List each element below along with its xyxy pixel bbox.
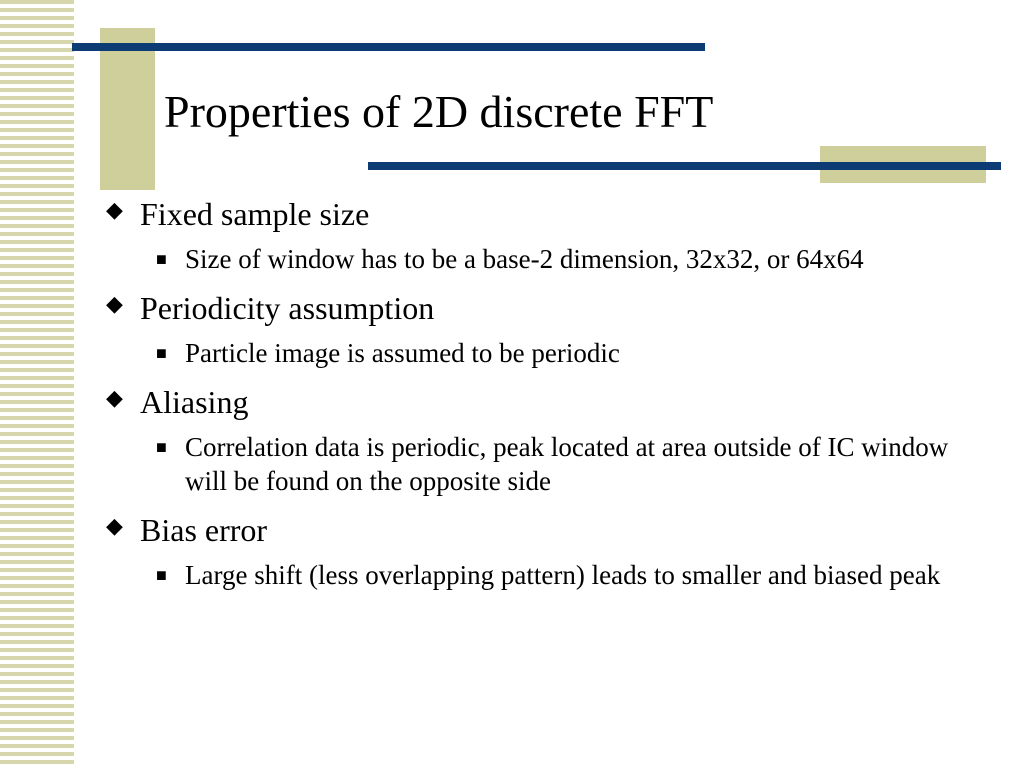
decorative-stripes <box>0 0 74 768</box>
bullet-item <box>106 510 986 550</box>
square-bullet-icon: ■ <box>156 249 167 269</box>
sub-bullet-text: Correlation data is periodic, peak located at area outside of IC window will be found on the opposite side <box>185 432 949 496</box>
title-rule-top <box>72 43 705 51</box>
diamond-bullet-icon: ◆ <box>106 385 123 410</box>
title-rule-bottom <box>368 162 1001 170</box>
bullet-text: Periodicity assumption <box>140 290 435 326</box>
sub-bullet-text: Large shift (less overlapping pattern) leads to smaller and biased peak <box>185 560 941 590</box>
diamond-bullet-icon: ◆ <box>106 513 123 538</box>
sub-bullet-item <box>156 336 986 370</box>
bullet-item <box>106 194 986 234</box>
accent-block-left <box>100 28 155 190</box>
bullet-text: Aliasing <box>140 384 249 420</box>
square-bullet-icon: ■ <box>156 565 167 585</box>
sub-bullet-text: Particle image is assumed to be periodic <box>185 338 620 368</box>
bullet-text: Fixed sample size <box>140 196 370 232</box>
sub-bullet-item <box>156 430 986 498</box>
diamond-bullet-icon: ◆ <box>106 197 123 222</box>
bullet-item <box>106 288 986 328</box>
sub-bullet-item <box>156 558 986 592</box>
bullet-item <box>106 382 986 422</box>
sub-bullet-text: Size of window has to be a base-2 dimension, 32x32, or 64x64 <box>185 244 864 274</box>
diamond-bullet-icon: ◆ <box>106 291 123 316</box>
sub-bullet-item <box>156 242 986 276</box>
square-bullet-icon: ■ <box>156 437 167 457</box>
bullet-text: Bias error <box>140 512 268 548</box>
bullet-list <box>106 194 986 592</box>
square-bullet-icon: ■ <box>156 343 167 363</box>
slide-title: Properties of 2D discrete FFT <box>164 86 714 137</box>
